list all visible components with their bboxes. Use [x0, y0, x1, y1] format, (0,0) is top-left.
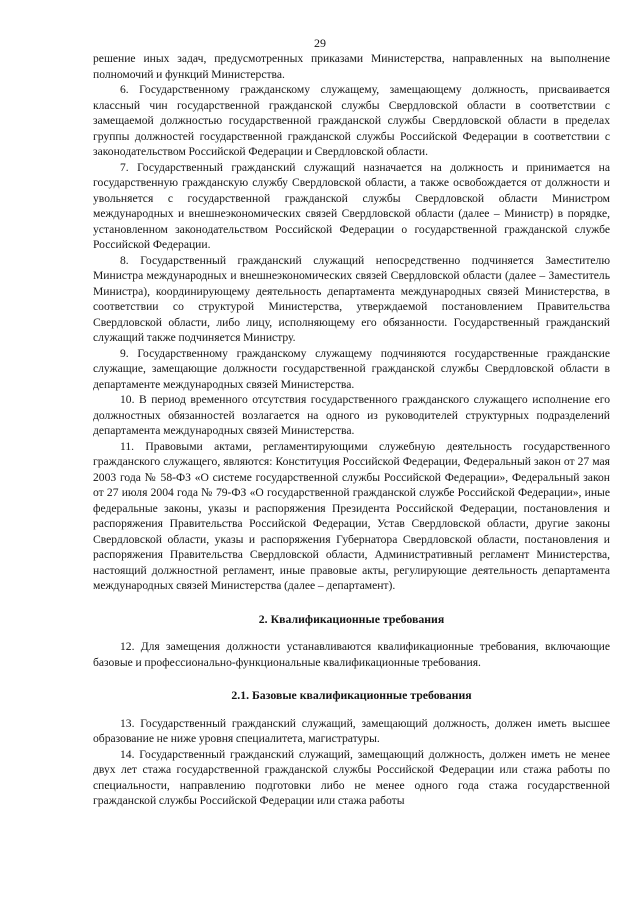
paragraph-6: 6. Государственному гражданскому служащему, замещающему должность, присваивается классный чин государственной гражданской службы Свердловской области в соответствии с замещаемой должностью государственной гражданской службы Свердловской области в пределах группы должностей государственной гражданской службы Российской Федерации в соответствии с законодательством Российской Федерации и Свердловской области. — [93, 83, 610, 158]
paragraph-9: 9. Государственному гражданскому служащему подчиняются государственные гражданские служащие, замещающие должности государственной гражданской службы Свердловской области в департаменте международных связей Министерства. — [93, 346, 610, 391]
paragraph-13: 13. Государственный гражданский служащий, замещающий должность, должен иметь высшее образование не ниже уровня специалитета, магистратуры. — [93, 716, 610, 745]
paragraph-7: 7. Государственный гражданский служащий назначается на должность и принимается на государственную гражданскую службу Свердловской области, а также освобождается от должности и увольняется с государственной гражданской службы Свердловской области Министром международных и внешнеэкономических связей Свердловской области (далее – Министр) в порядке, установленном законодательством Российской Федерации о государственной гражданской службе Российской Федерации. — [93, 160, 610, 251]
document-body — [93, 51, 610, 809]
section-heading-2-1: 2.1. Базовые квалификационные требования — [231, 688, 472, 702]
page-number: 29 — [314, 36, 326, 50]
paragraph-10: 10. В период временного отсутствия государственного гражданского служащего исполнение его должностных обязанностей возлагается на одного из руководителей структурных подразделений департамента международных связей Министерства. — [93, 393, 610, 437]
paragraph-8: 8. Государственный гражданский служащий непосредственно подчиняется Заместителю Министра международных и внешнеэкономических связей Свердловской области (далее – Заместитель Министра), координирующему деятельность департамента международных связей Министерства, в соответствии со структурой Министерства, утверждаемой постановлением Правительства Свердловской области, либо лицу, исполняющему его обязанности. Государственный гражданский служащий также подчиняется Министру. — [93, 253, 610, 344]
section-heading-2: 2. Квалификационные требования — [258, 611, 445, 626]
paragraph-11: 11. Правовыми актами, регламентирующими служебную деятельность государственного гражданского служащего, являются: Конституция Российской Федерации, Федеральный закон от 27 мая 2003 года № 58-ФЗ «О системе государственной службы Российской Федерации», Федеральный закон от 27 июля 2004 года № 79-ФЗ «О государственной гражданской службе Российской Федерации», иные федеральные законы, указы и распоряжения Президента Российской Федерации, постановления и распоряжения Правительства Российской Федерации, Устав Свердловской области, другие законы Свердловской области, указы и распоряжения Губернатора Свердловской области, постановления и распоряжения Правительства Свердловской области, Административный регламент Министерства, настоящий должностной регламент, иные правовые акты, регулирующие деятельность департамента международных связей Министерства (далее – департамент). — [93, 439, 610, 592]
paragraph-14: 14. Государственный гражданский служащий, замещающий должность, должен иметь не менее двух лет стажа государственной гражданской службы Российской Федерации или стажа работы по специальности, направлению подготовки либо не менее одного года стажа государственной гражданской службы Российской Федерации или стажа работы — [93, 747, 610, 807]
paragraph-continuation: решение иных задач, предусмотренных приказами Министерства, направленных на выполнение полномочий и функций Министерства. — [93, 52, 610, 81]
paragraph-12: 12. Для замещения должности устанавливаются квалификационные требования, включающие базовые и профессионально-функциональные квалификационные требования. — [93, 640, 610, 669]
